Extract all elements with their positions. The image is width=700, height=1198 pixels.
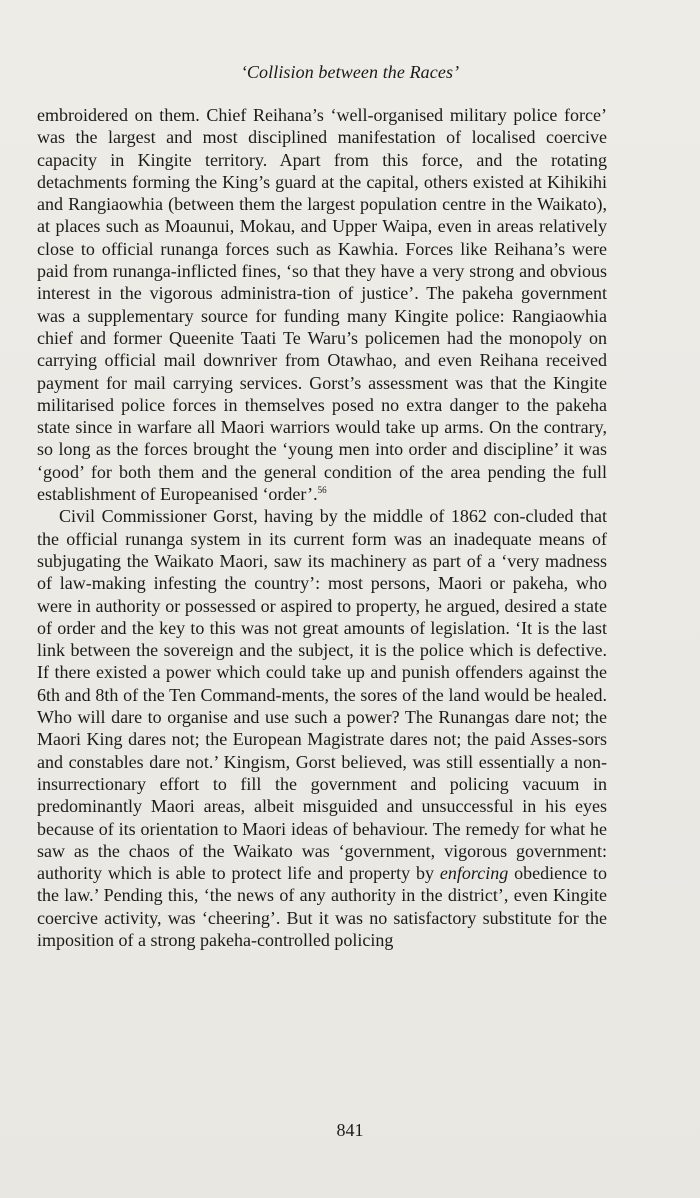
page-number: 841 [336, 1120, 364, 1140]
running-head: ‘Collision between the Races’ [240, 62, 460, 82]
paragraph-1-text: embroidered on them. Chief Reihana’s ‘well-organised military police force’ was the largest and most disciplined manifestation of localised coercive capacity in Kingite territory. Apart from this force, and the rotating detachments forming the King’s guard at the capital, others existed at Kihikihi and Rangiaowhia (between them the largest population centre in the Waikato), at places such as Moaunui, Mokau, and Upper Waipa, even in areas relatively close to official runanga forces such as Kawhia. Forces like Reihana’s were paid from runanga-inflicted fines, ‘so that they have a very strong and obvious interest in the vigorous administra-tion of justice’. The pakeha government was a supplementary source for funding many Kingite police: Rangiaowhia chief and former Queenite Taati Te Waru’s policemen had the monopoly on carrying official mail downriver from Otawhao, and even Reihana received payment for mail carrying services. Gorst’s assessment was that the Kingite militarised police forces in themselves posed no extra danger to the pakeha state since in warfare all Maori warriors would take up arms. On the contrary, so long as the forces brought the ‘young men into order and discipline’ it was ‘good’ for both them and the general condition of the area pending the full establishment of Europeanised ‘order’. [37, 105, 607, 505]
emphasized-word: enforcing [439, 863, 509, 884]
paragraph-civil-commissioner [37, 505, 607, 951]
paragraph-2-text-a: Civil Commissioner Gorst, having by the middle of 1862 con-cluded that the official runanga system in its current form was an inadequate means of subjugating the Waikato Maori, saw its machinery as part of a ‘very madness of law-making infesting the country’: most persons, Maori or pakeha, who were in authority or possessed or aspired to property, he argued, desired a state of order and the key to this was not great amounts of legislation. ‘It is the last link between the sovereign and the subject, it is the police which is defective. If there existed a power which could take up and punish offenders against the 6th and 8th of the Ten Command-ments, the sores of the land would be healed. Who will dare to organise and use such a power? The Runangas dare not; the Maori King dares not; the European Magistrate dares not; the paid Asses-sors and constables dare not.’ Kingism, Gorst believed, was still essentially a non-insurrectionary effort to fill the government and policing vacuum in predominantly Maori areas, albeit misguided and unsuccessful in his eyes because of its orientation to Maori ideas of behaviour. The remedy for what he saw as the chaos of the Waikato was ‘government, vigorous government: authority which is able to protect life and property by [37, 506, 607, 884]
footnote-reference[interactable]: 56 [317, 485, 327, 496]
body-text [37, 104, 607, 951]
paragraph-2-text-b: obedience to the law.’ Pending this, ‘the news of any authority in the district’, even Kingite coercive activity, was ‘cheering’. But it was no satisfactory substitute for the imposition of a strong pakeha-controlled policing [37, 863, 607, 950]
paragraph-continued [37, 104, 607, 505]
